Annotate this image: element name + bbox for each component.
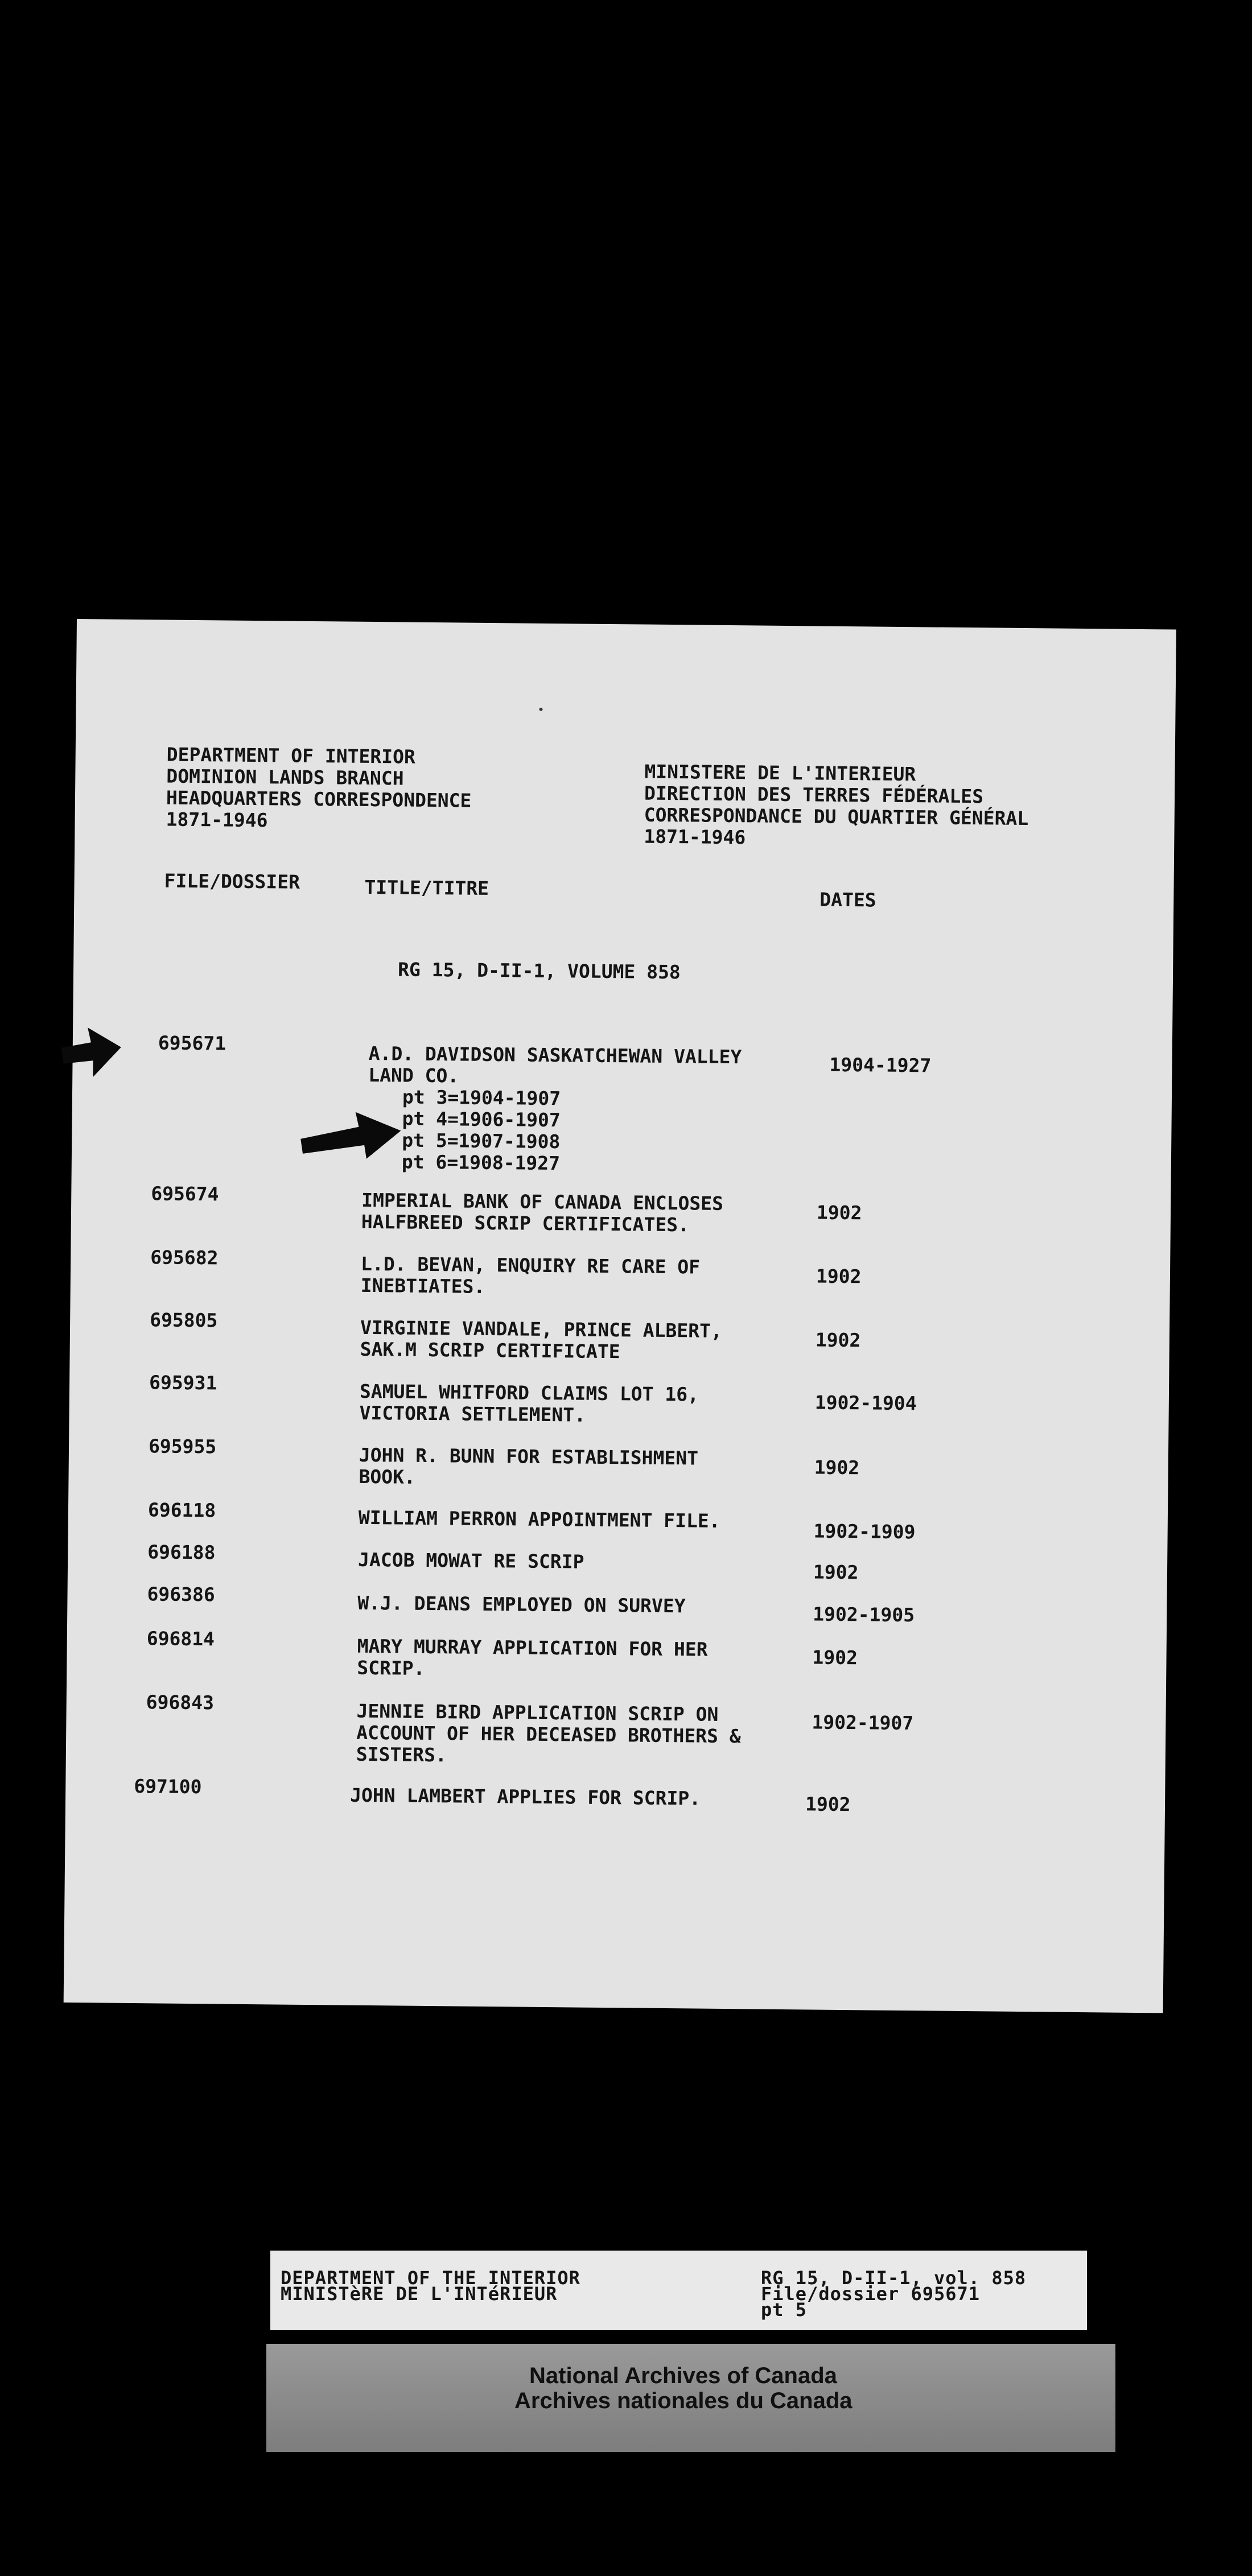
row-3-title-2: INEBTIATES. (360, 1274, 485, 1298)
row-5-dates: 1902-1904 (814, 1391, 917, 1415)
archives-stamp (266, 2344, 1115, 2452)
row-2-dates: 1902 (816, 1201, 862, 1224)
header-left-line-2: DOMINION LANDS BRANCH (166, 765, 404, 790)
header-left-line-1: DEPARTMENT OF INTERIOR (166, 743, 415, 768)
row-6-dates: 1902 (814, 1456, 860, 1479)
row-3-dates: 1902 (816, 1265, 862, 1288)
column-title-header: TITLE/TITRE (364, 876, 489, 899)
row-7-file: 696118 (147, 1498, 216, 1522)
row-10-title-2: SCRIP. (357, 1656, 425, 1679)
row-1-part-6: pt 6=1908-1927 (401, 1150, 561, 1175)
row-9-dates: 1902-1905 (813, 1603, 915, 1626)
row-8-file: 696188 (147, 1541, 216, 1564)
column-file-header: FILE/DOSSIER (164, 869, 300, 893)
header-left-line-3: HEADQUARTERS CORRESPONDENCE (166, 786, 472, 812)
arrow-pointer-icon (299, 1112, 402, 1159)
row-3-title-1: L.D. BEVAN, ENQUIRY RE CARE OF (360, 1252, 701, 1278)
row-11-title-3: SISTERS. (356, 1743, 447, 1766)
label-right-line-3: pt 5 (761, 2299, 808, 2321)
row-9-file: 696386 (147, 1583, 215, 1606)
row-1-title-1: A.D. DAVIDSON SASKATCHEWAN VALLEY (368, 1042, 742, 1068)
catalogue-label (270, 2251, 1087, 2330)
row-12-file: 697100 (134, 1775, 202, 1798)
row-10-file: 696814 (146, 1627, 215, 1650)
column-dates-header: DATES (819, 888, 876, 911)
row-1-file: 695671 (158, 1031, 226, 1055)
row-11-dates: 1902-1907 (812, 1711, 914, 1735)
row-1-part-5: pt 5=1907-1908 (402, 1129, 561, 1153)
row-4-title-1: VIRGINIE VANDALE, PRINCE ALBERT, (360, 1316, 722, 1342)
row-10-dates: 1902 (812, 1646, 858, 1669)
header-right-line-2: DIRECTION DES TERRES FÉDÉRALES (644, 782, 984, 808)
stamp-line-english: National Archives of Canada (529, 2363, 837, 2388)
header-left-line-4: 1871-1946 (166, 808, 268, 832)
header-right-line-1: MINISTERE DE L'INTERIEUR (644, 760, 916, 786)
stamp-line-french: Archives nationales du Canada (514, 2388, 852, 2413)
row-11-title-1: JENNIE BIRD APPLICATION SCRIP ON (356, 1699, 719, 1725)
row-6-file: 695955 (148, 1435, 217, 1458)
row-5-file: 695931 (149, 1371, 217, 1394)
row-1-dates: 1904-1927 (829, 1053, 932, 1077)
volume-heading: RG 15, D-II-1, VOLUME 858 (397, 958, 681, 984)
row-4-file: 695805 (149, 1308, 218, 1332)
label-right-line-1: RG 15, D-II-1, vol. 858 (761, 2267, 1027, 2289)
row-5-title-2: VICTORIA SETTLEMENT. (359, 1401, 586, 1426)
row-1-part-4: pt 4=1906-1907 (402, 1107, 561, 1132)
speck (539, 708, 542, 711)
row-8-title-1: JACOB MOWAT RE SCRIP (357, 1548, 584, 1573)
row-9-title-1: W.J. DEANS EMPLOYED ON SURVEY (357, 1591, 686, 1617)
header-right-line-3: CORRESPONDANCE DU QUARTIER GÉNÉRAL (644, 803, 1029, 830)
row-12-dates: 1902 (805, 1793, 851, 1816)
row-7-title-1: WILLIAM PERRON APPOINTMENT FILE. (358, 1506, 720, 1532)
row-8-dates: 1902 (813, 1561, 859, 1584)
row-11-file: 696843 (146, 1691, 215, 1714)
row-2-file: 695674 (151, 1182, 219, 1206)
row-4-title-2: SAK.M SCRIP CERTIFICATE (360, 1337, 620, 1363)
arrow-pointer-icon (61, 1023, 124, 1080)
row-6-title-1: JOHN R. BUNN FOR ESTABLISHMENT (359, 1443, 699, 1469)
row-4-dates: 1902 (815, 1328, 861, 1352)
row-7-dates: 1902-1909 (813, 1520, 916, 1543)
label-left-line-1: DEPARTMENT OF THE INTERIOR (281, 2267, 580, 2289)
row-12-title-1: JOHN LAMBERT APPLIES FOR SCRIP. (349, 1784, 701, 1810)
row-1-title-2: LAND CO. (368, 1063, 459, 1087)
header-right-line-4: 1871-1946 (644, 825, 746, 849)
row-2-title-2: HALFBREED SCRIP CERTIFICATES. (361, 1210, 690, 1236)
document-page (64, 619, 1176, 2013)
row-10-title-1: MARY MURRAY APPLICATION FOR HER (357, 1634, 708, 1661)
label-left-line-2: MINISTèRE DE L'INTéRIEUR (281, 2283, 558, 2305)
row-2-title-1: IMPERIAL BANK OF CANADA ENCLOSES (361, 1188, 724, 1215)
row-5-title-1: SAMUEL WHITFORD CLAIMS LOT 16, (359, 1380, 699, 1406)
row-6-title-2: BOOK. (359, 1465, 416, 1488)
row-11-title-2: ACCOUNT OF HER DECEASED BROTHERS & (356, 1721, 741, 1748)
row-1-part-3: pt 3=1904-1907 (402, 1085, 561, 1110)
row-3-file: 695682 (150, 1246, 219, 1269)
label-right-line-2: File/dossier 695671 (761, 2283, 981, 2305)
